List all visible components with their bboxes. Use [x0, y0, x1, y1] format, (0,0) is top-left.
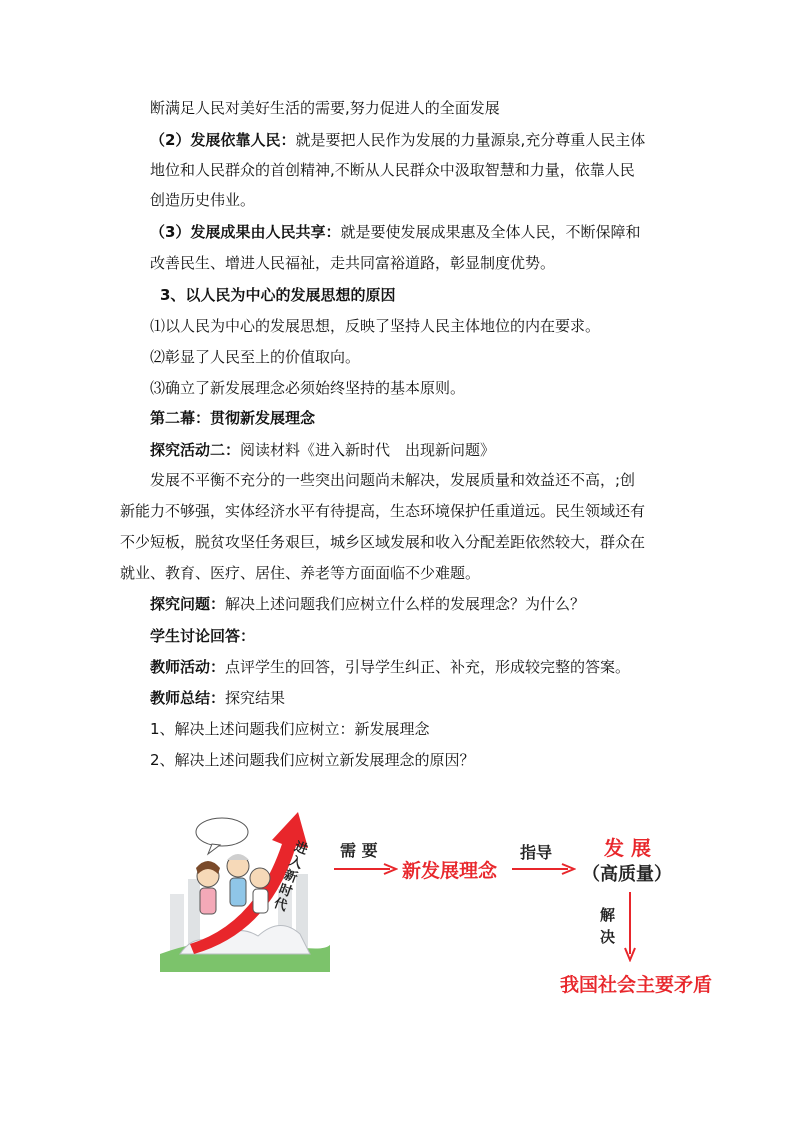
teacher-summary-heading: 教师总结：: [150, 689, 226, 707]
point-2-heading: （2）发展依靠人民：: [150, 131, 296, 149]
reason-2: ⑵彰显了人民至上的价值取向。: [150, 348, 361, 366]
guide-label: 指导: [520, 843, 553, 862]
answer-1: 1、解决上述问题我们应树立：新发展理念: [150, 720, 430, 738]
answer-2: 2、解决上述问题我们应树立新发展理念的原因？: [150, 751, 475, 769]
need-arrow: [334, 862, 398, 876]
act-title: 第二幕：贯彻新发展理念: [150, 409, 316, 427]
teacher-summary-text: 探究结果: [225, 689, 286, 707]
material-line: 不少短板，脱贫攻坚任务艰巨，城乡区域发展和收入分配差距依然较大，群众在: [120, 533, 646, 551]
main-contradiction-label: 我国社会主要矛盾: [560, 974, 713, 996]
paragraph-line: 断满足人民对美好生活的需要,努力促进人的全面发展: [150, 99, 500, 117]
concept-diagram: [160, 800, 720, 1010]
reason-1: ⑴以人民为中心的发展思想，反映了坚持人民主体地位的内在要求。: [150, 317, 601, 335]
material-line: 新能力不够强，实体经济水平有待提高，生态环境保护任重道远。民生领域还有: [120, 502, 646, 520]
material-line: 发展不平衡不充分的一些突出问题尚未解决，发展质量和效益还不高，;创: [150, 471, 636, 489]
question-heading: 探究问题：: [150, 595, 226, 613]
point-2-text: 就是要把人民作为发展的力量源泉,充分尊重人民主体: [295, 131, 646, 149]
paragraph-point-3: [150, 222, 640, 242]
student-discussion: 学生讨论回答：: [150, 627, 256, 645]
teacher-activity-heading: 教师活动：: [150, 658, 226, 676]
solve-arrow: [622, 892, 638, 962]
material-line: 就业、教育、医疗、居住、养老等方面面临不少难题。: [120, 564, 481, 582]
point-3-heading: （3）发展成果由人民共享：: [150, 223, 341, 241]
new-era-illustration: [160, 804, 330, 972]
concept-label: 新发展理念: [402, 860, 498, 882]
explore-heading: 探究活动二：: [150, 441, 241, 459]
paragraph-line: 创造历史伟业。: [150, 191, 256, 209]
section-heading-3: 3、以人民为中心的发展思想的原因: [160, 286, 396, 304]
paragraph-line: 改善民生、增进人民福祉，走共同富裕道路，彰显制度优势。: [150, 254, 556, 272]
point-3-text: 就是要使发展成果惠及全体人民，不断保障和: [340, 223, 641, 241]
paragraph-point-2: [150, 130, 645, 150]
explore-activity: [150, 440, 495, 460]
arrow-caption: 进入新时代: [271, 839, 310, 915]
reason-3: ⑶确立了新发展理念必须始终坚持的基本原则。: [150, 379, 466, 397]
paragraph-line: 地位和人民群众的首创精神,不断从人民群众中汲取智慧和力量，依靠人民: [150, 161, 635, 179]
quality-label: （高质量）: [582, 864, 672, 885]
explore-question: [150, 594, 585, 614]
teacher-activity: [150, 657, 630, 677]
need-label: 需 要: [340, 841, 378, 860]
guide-arrow: [512, 862, 576, 876]
explore-text: 阅读材料《进入新时代 出现新问题》: [240, 441, 496, 459]
question-text: 解决上述问题我们应树立什么样的发展理念？为什么？: [225, 595, 586, 613]
teacher-summary: [150, 688, 285, 708]
teacher-activity-text: 点评学生的回答，引导学生纠正、补充，形成较完整的答案。: [225, 658, 631, 676]
development-label: 发 展: [604, 836, 651, 860]
solve-label: 解决: [600, 906, 616, 946]
